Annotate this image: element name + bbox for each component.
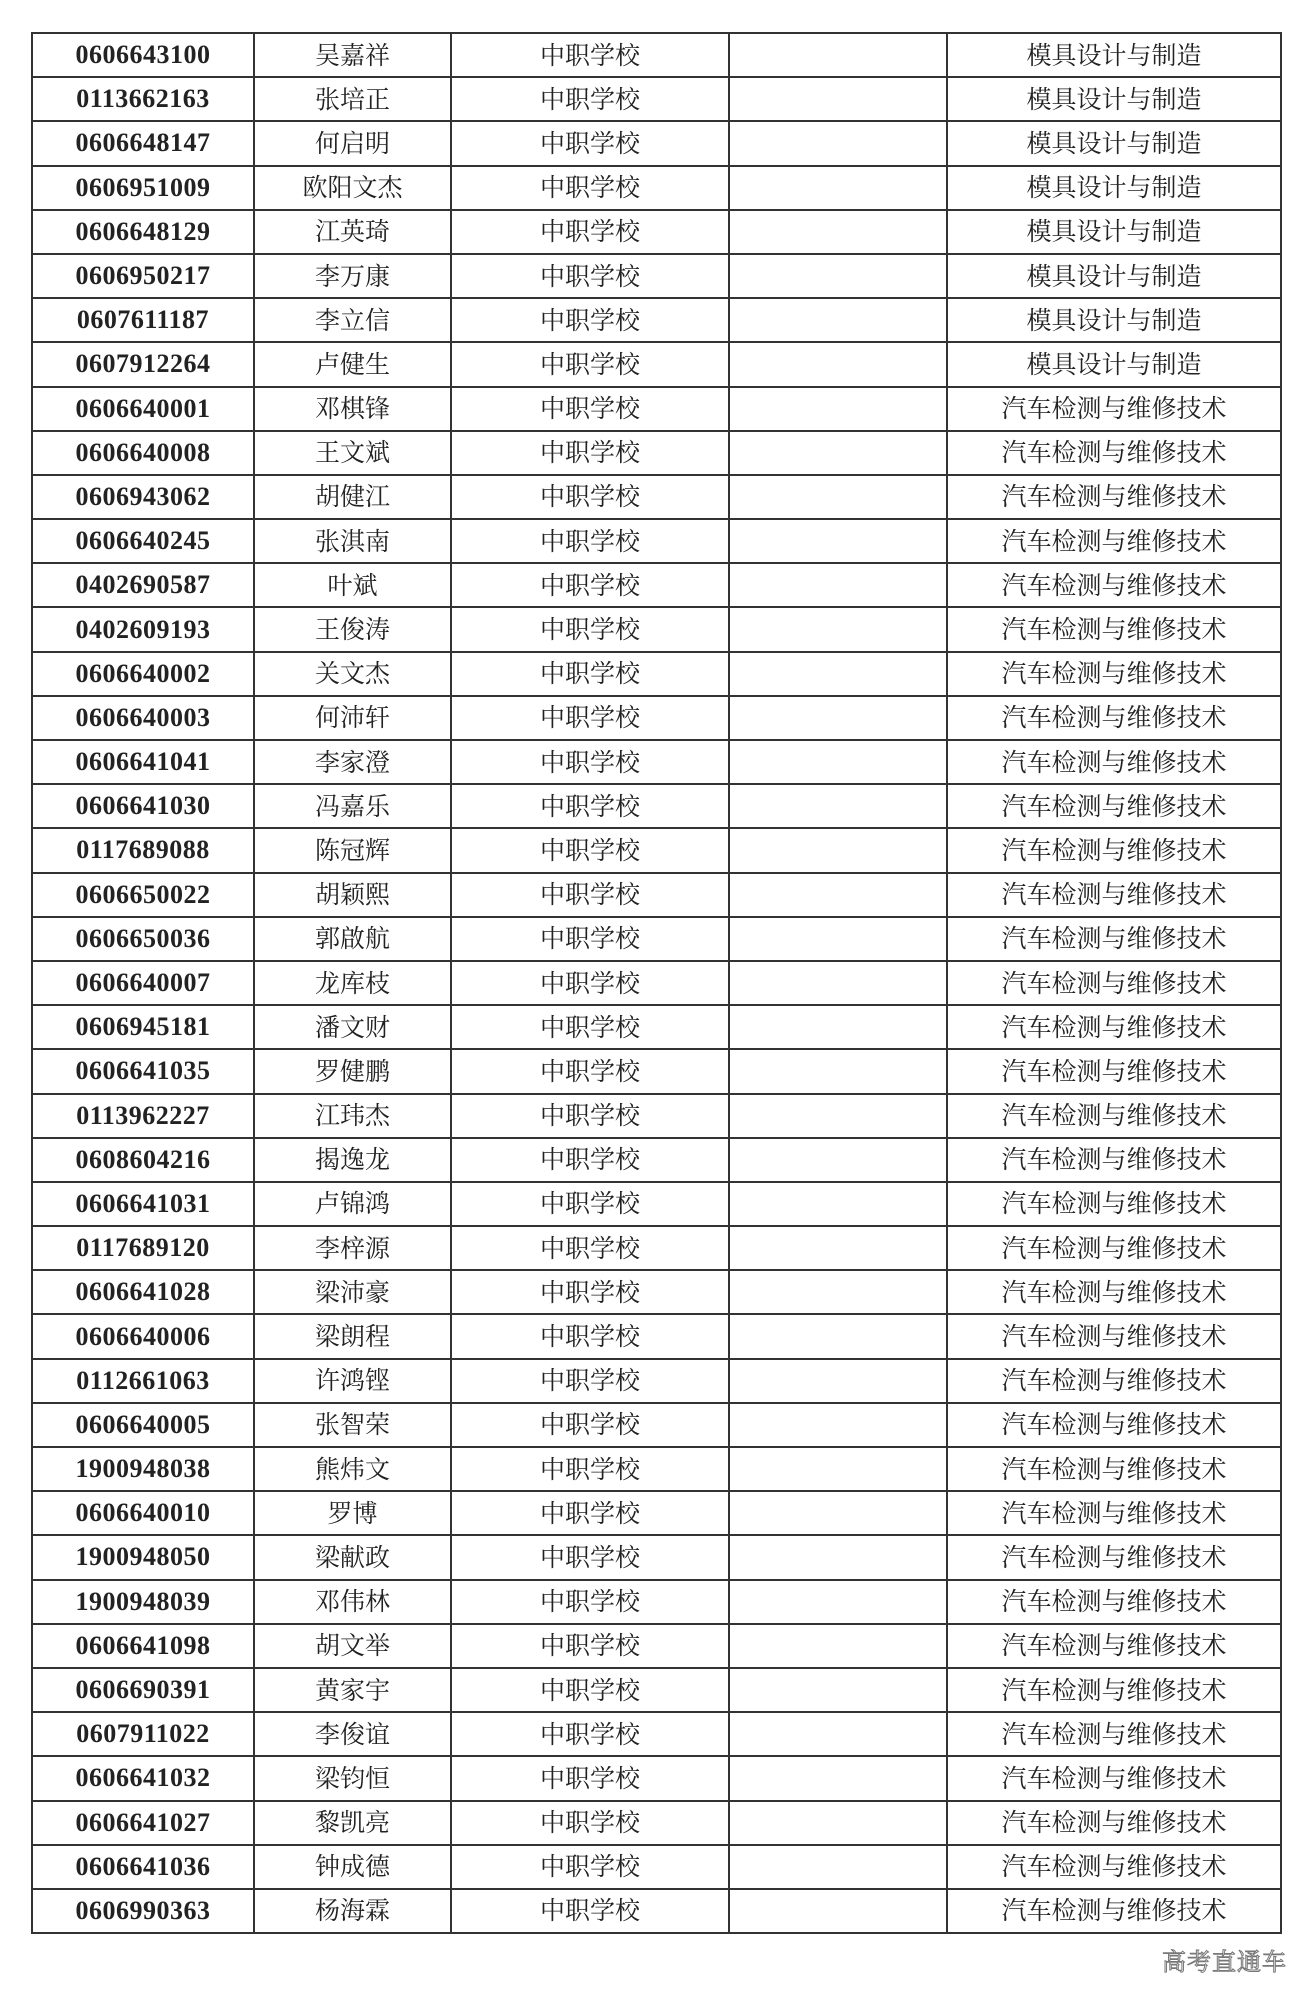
blank-cell [729,1712,947,1756]
blank-cell [729,1049,947,1093]
student-name-cell: 张淇南 [254,519,451,563]
blank-cell [729,1580,947,1624]
student-name-cell: 陈冠辉 [254,828,451,872]
student-name-cell: 李立信 [254,298,451,342]
table-row [32,1668,1281,1712]
major-cell: 模具设计与制造 [947,166,1281,210]
student-name-cell: 李家澄 [254,740,451,784]
blank-cell [729,166,947,210]
blank-cell [729,1668,947,1712]
school-type-cell: 中职学校 [451,696,729,740]
table-row [32,740,1281,784]
student-id-cell: 0606641028 [32,1270,254,1314]
student-name-cell: 张培正 [254,77,451,121]
student-id-cell: 0606641036 [32,1845,254,1889]
student-id-cell: 0606648129 [32,210,254,254]
student-list-table [31,32,1282,1934]
major-cell: 汽车检测与维修技术 [947,1535,1281,1579]
student-name-cell: 罗健鹏 [254,1049,451,1093]
student-name-cell: 罗博 [254,1491,451,1535]
student-name-cell: 梁献政 [254,1535,451,1579]
blank-cell [729,1226,947,1270]
student-id-cell: 0606641098 [32,1624,254,1668]
student-id-cell: 0608604216 [32,1138,254,1182]
school-type-cell: 中职学校 [451,1491,729,1535]
table-row [32,1756,1281,1800]
student-id-cell: 0113962227 [32,1094,254,1138]
major-cell: 模具设计与制造 [947,77,1281,121]
major-cell: 汽车检测与维修技术 [947,1226,1281,1270]
student-id-cell: 0606640008 [32,431,254,475]
school-type-cell: 中职学校 [451,740,729,784]
school-type-cell: 中职学校 [451,166,729,210]
blank-cell [729,1270,947,1314]
table-row [32,1094,1281,1138]
student-name-cell: 冯嘉乐 [254,784,451,828]
school-type-cell: 中职学校 [451,1845,729,1889]
student-id-cell: 0402609193 [32,607,254,651]
student-name-cell: 胡颖熙 [254,873,451,917]
school-type-cell: 中职学校 [451,828,729,872]
table-row [32,1359,1281,1403]
major-cell: 汽车检测与维修技术 [947,563,1281,607]
major-cell: 汽车检测与维修技术 [947,1005,1281,1049]
major-cell: 汽车检测与维修技术 [947,1580,1281,1624]
student-name-cell: 张智荣 [254,1403,451,1447]
table-row [32,917,1281,961]
school-type-cell: 中职学校 [451,1801,729,1845]
student-name-cell: 吴嘉祥 [254,33,451,77]
student-name-cell: 江玮杰 [254,1094,451,1138]
major-cell: 汽车检测与维修技术 [947,1270,1281,1314]
table-row [32,1624,1281,1668]
blank-cell [729,210,947,254]
student-name-cell: 何启明 [254,121,451,165]
student-id-cell: 0606640245 [32,519,254,563]
blank-cell [729,519,947,563]
blank-cell [729,1403,947,1447]
student-name-cell: 李万康 [254,254,451,298]
student-name-cell: 揭逸龙 [254,1138,451,1182]
student-id-cell: 0606640002 [32,652,254,696]
school-type-cell: 中职学校 [451,1226,729,1270]
student-id-cell: 0607912264 [32,342,254,386]
school-type-cell: 中职学校 [451,1182,729,1226]
blank-cell [729,1094,947,1138]
major-cell: 汽车检测与维修技术 [947,607,1281,651]
student-id-cell: 0606641041 [32,740,254,784]
blank-cell [729,1845,947,1889]
table-row [32,1801,1281,1845]
school-type-cell: 中职学校 [451,961,729,1005]
blank-cell [729,961,947,1005]
table-row [32,298,1281,342]
school-type-cell: 中职学校 [451,917,729,961]
major-cell: 汽车检测与维修技术 [947,1491,1281,1535]
student-id-cell: 0606641031 [32,1182,254,1226]
blank-cell [729,298,947,342]
table-row [32,1226,1281,1270]
student-id-cell: 0606951009 [32,166,254,210]
student-name-cell: 欧阳文杰 [254,166,451,210]
school-type-cell: 中职学校 [451,77,729,121]
school-type-cell: 中职学校 [451,1314,729,1358]
major-cell: 汽车检测与维修技术 [947,873,1281,917]
student-id-cell: 0606643100 [32,33,254,77]
school-type-cell: 中职学校 [451,1447,729,1491]
blank-cell [729,1447,947,1491]
school-type-cell: 中职学校 [451,1756,729,1800]
school-type-cell: 中职学校 [451,1359,729,1403]
student-name-cell: 王文斌 [254,431,451,475]
major-cell: 汽车检测与维修技术 [947,1668,1281,1712]
student-name-cell: 胡文举 [254,1624,451,1668]
school-type-cell: 中职学校 [451,1535,729,1579]
student-name-cell: 黎凯亮 [254,1801,451,1845]
table-row [32,1447,1281,1491]
student-id-cell: 0112661063 [32,1359,254,1403]
table-row [32,652,1281,696]
major-cell: 汽车检测与维修技术 [947,784,1281,828]
school-type-cell: 中职学校 [451,1049,729,1093]
table-row [32,607,1281,651]
school-type-cell: 中职学校 [451,387,729,431]
school-type-cell: 中职学校 [451,342,729,386]
table-row [32,1845,1281,1889]
table-row [32,784,1281,828]
major-cell: 汽车检测与维修技术 [947,696,1281,740]
student-id-cell: 0606650036 [32,917,254,961]
major-cell: 汽车检测与维修技术 [947,1094,1281,1138]
school-type-cell: 中职学校 [451,1094,729,1138]
student-id-cell: 1900948050 [32,1535,254,1579]
school-type-cell: 中职学校 [451,475,729,519]
blank-cell [729,1182,947,1226]
blank-cell [729,652,947,696]
table-row [32,1712,1281,1756]
major-cell: 汽车检测与维修技术 [947,1314,1281,1358]
school-type-cell: 中职学校 [451,607,729,651]
student-id-cell: 0606641035 [32,1049,254,1093]
student-id-cell: 0607611187 [32,298,254,342]
table-row [32,1314,1281,1358]
student-name-cell: 黄家宇 [254,1668,451,1712]
blank-cell [729,1624,947,1668]
major-cell: 汽车检测与维修技术 [947,917,1281,961]
major-cell: 汽车检测与维修技术 [947,652,1281,696]
student-id-cell: 0607911022 [32,1712,254,1756]
table-row [32,1049,1281,1093]
major-cell: 汽车检测与维修技术 [947,1359,1281,1403]
table-row [32,1138,1281,1182]
student-id-cell: 0606650022 [32,873,254,917]
blank-cell [729,475,947,519]
student-name-cell: 叶斌 [254,563,451,607]
school-type-cell: 中职学校 [451,33,729,77]
blank-cell [729,1889,947,1933]
student-id-cell: 0606641027 [32,1801,254,1845]
blank-cell [729,1756,947,1800]
student-id-cell: 0606640010 [32,1491,254,1535]
table-row [32,519,1281,563]
student-id-cell: 0606950217 [32,254,254,298]
blank-cell [729,607,947,651]
school-type-cell: 中职学校 [451,1270,729,1314]
table-row [32,431,1281,475]
major-cell: 汽车检测与维修技术 [947,1403,1281,1447]
major-cell: 汽车检测与维修技术 [947,961,1281,1005]
table-row [32,1270,1281,1314]
student-id-cell: 0606640007 [32,961,254,1005]
school-type-cell: 中职学校 [451,652,729,696]
blank-cell [729,121,947,165]
student-name-cell: 何沛轩 [254,696,451,740]
table-row [32,1889,1281,1933]
blank-cell [729,740,947,784]
table-row [32,342,1281,386]
blank-cell [729,77,947,121]
student-name-cell: 卢健生 [254,342,451,386]
school-type-cell: 中职学校 [451,1712,729,1756]
blank-cell [729,387,947,431]
student-id-cell: 0402690587 [32,563,254,607]
major-cell: 汽车检测与维修技术 [947,1801,1281,1845]
major-cell: 模具设计与制造 [947,210,1281,254]
table-row [32,254,1281,298]
table-row [32,475,1281,519]
student-id-cell: 0606990363 [32,1889,254,1933]
school-type-cell: 中职学校 [451,519,729,563]
student-name-cell: 郭啟航 [254,917,451,961]
student-name-cell: 龙库枝 [254,961,451,1005]
student-name-cell: 邓伟林 [254,1580,451,1624]
table-row [32,387,1281,431]
student-id-cell: 0606690391 [32,1668,254,1712]
table-row [32,1005,1281,1049]
student-id-cell: 0606641032 [32,1756,254,1800]
student-id-cell: 0606640003 [32,696,254,740]
table-row [32,210,1281,254]
table-row [32,1580,1281,1624]
major-cell: 模具设计与制造 [947,298,1281,342]
major-cell: 汽车检测与维修技术 [947,1049,1281,1093]
major-cell: 汽车检测与维修技术 [947,1756,1281,1800]
major-cell: 模具设计与制造 [947,33,1281,77]
table-row [32,873,1281,917]
school-type-cell: 中职学校 [451,1580,729,1624]
school-type-cell: 中职学校 [451,1889,729,1933]
student-id-cell: 1900948039 [32,1580,254,1624]
student-name-cell: 关文杰 [254,652,451,696]
blank-cell [729,1359,947,1403]
table-row [32,961,1281,1005]
table-row [32,563,1281,607]
blank-cell [729,1314,947,1358]
student-id-cell: 0606945181 [32,1005,254,1049]
student-name-cell: 梁沛豪 [254,1270,451,1314]
blank-cell [729,431,947,475]
student-id-cell: 0606648147 [32,121,254,165]
major-cell: 汽车检测与维修技术 [947,1889,1281,1933]
student-name-cell: 梁钧恒 [254,1756,451,1800]
student-id-cell: 0606641030 [32,784,254,828]
major-cell: 汽车检测与维修技术 [947,828,1281,872]
major-cell: 汽车检测与维修技术 [947,519,1281,563]
table-row [32,77,1281,121]
major-cell: 模具设计与制造 [947,254,1281,298]
student-name-cell: 卢锦鸿 [254,1182,451,1226]
major-cell: 模具设计与制造 [947,342,1281,386]
blank-cell [729,784,947,828]
table-row [32,1182,1281,1226]
student-name-cell: 潘文财 [254,1005,451,1049]
school-type-cell: 中职学校 [451,1403,729,1447]
major-cell: 汽车检测与维修技术 [947,1138,1281,1182]
student-name-cell: 杨海霖 [254,1889,451,1933]
major-cell: 汽车检测与维修技术 [947,1182,1281,1226]
school-type-cell: 中职学校 [451,121,729,165]
school-type-cell: 中职学校 [451,784,729,828]
student-name-cell: 李梓源 [254,1226,451,1270]
school-type-cell: 中职学校 [451,431,729,475]
table-body [32,33,1281,1933]
school-type-cell: 中职学校 [451,298,729,342]
major-cell: 汽车检测与维修技术 [947,1845,1281,1889]
table-row [32,33,1281,77]
school-type-cell: 中职学校 [451,563,729,607]
table-row [32,1535,1281,1579]
student-name-cell: 李俊谊 [254,1712,451,1756]
blank-cell [729,696,947,740]
major-cell: 汽车检测与维修技术 [947,1447,1281,1491]
student-name-cell: 江英琦 [254,210,451,254]
school-type-cell: 中职学校 [451,1005,729,1049]
student-id-cell: 0117689120 [32,1226,254,1270]
blank-cell [729,873,947,917]
major-cell: 汽车检测与维修技术 [947,1712,1281,1756]
student-name-cell: 王俊涛 [254,607,451,651]
blank-cell [729,1535,947,1579]
major-cell: 汽车检测与维修技术 [947,431,1281,475]
blank-cell [729,828,947,872]
student-name-cell: 胡健江 [254,475,451,519]
school-type-cell: 中职学校 [451,254,729,298]
student-name-cell: 邓棋锋 [254,387,451,431]
major-cell: 汽车检测与维修技术 [947,740,1281,784]
student-name-cell: 钟成德 [254,1845,451,1889]
blank-cell [729,1138,947,1182]
student-id-cell: 0606640005 [32,1403,254,1447]
student-id-cell: 0117689088 [32,828,254,872]
school-type-cell: 中职学校 [451,1668,729,1712]
school-type-cell: 中职学校 [451,1624,729,1668]
blank-cell [729,1801,947,1845]
student-name-cell: 熊炜文 [254,1447,451,1491]
major-cell: 汽车检测与维修技术 [947,387,1281,431]
table-row [32,828,1281,872]
table-row [32,166,1281,210]
blank-cell [729,254,947,298]
blank-cell [729,342,947,386]
watermark: 高考直通车 [1162,1948,1287,1976]
table-row [32,1403,1281,1447]
student-name-cell: 许鸿铿 [254,1359,451,1403]
table-row [32,121,1281,165]
blank-cell [729,33,947,77]
major-cell: 汽车检测与维修技术 [947,475,1281,519]
blank-cell [729,1491,947,1535]
blank-cell [729,1005,947,1049]
table-row [32,696,1281,740]
blank-cell [729,917,947,961]
blank-cell [729,563,947,607]
major-cell: 模具设计与制造 [947,121,1281,165]
student-id-cell: 0606943062 [32,475,254,519]
student-name-cell: 梁朗程 [254,1314,451,1358]
school-type-cell: 中职学校 [451,210,729,254]
student-id-cell: 0606640006 [32,1314,254,1358]
major-cell: 汽车检测与维修技术 [947,1624,1281,1668]
school-type-cell: 中职学校 [451,873,729,917]
school-type-cell: 中职学校 [451,1138,729,1182]
student-id-cell: 0113662163 [32,77,254,121]
student-id-cell: 0606640001 [32,387,254,431]
table-row [32,1491,1281,1535]
student-id-cell: 1900948038 [32,1447,254,1491]
